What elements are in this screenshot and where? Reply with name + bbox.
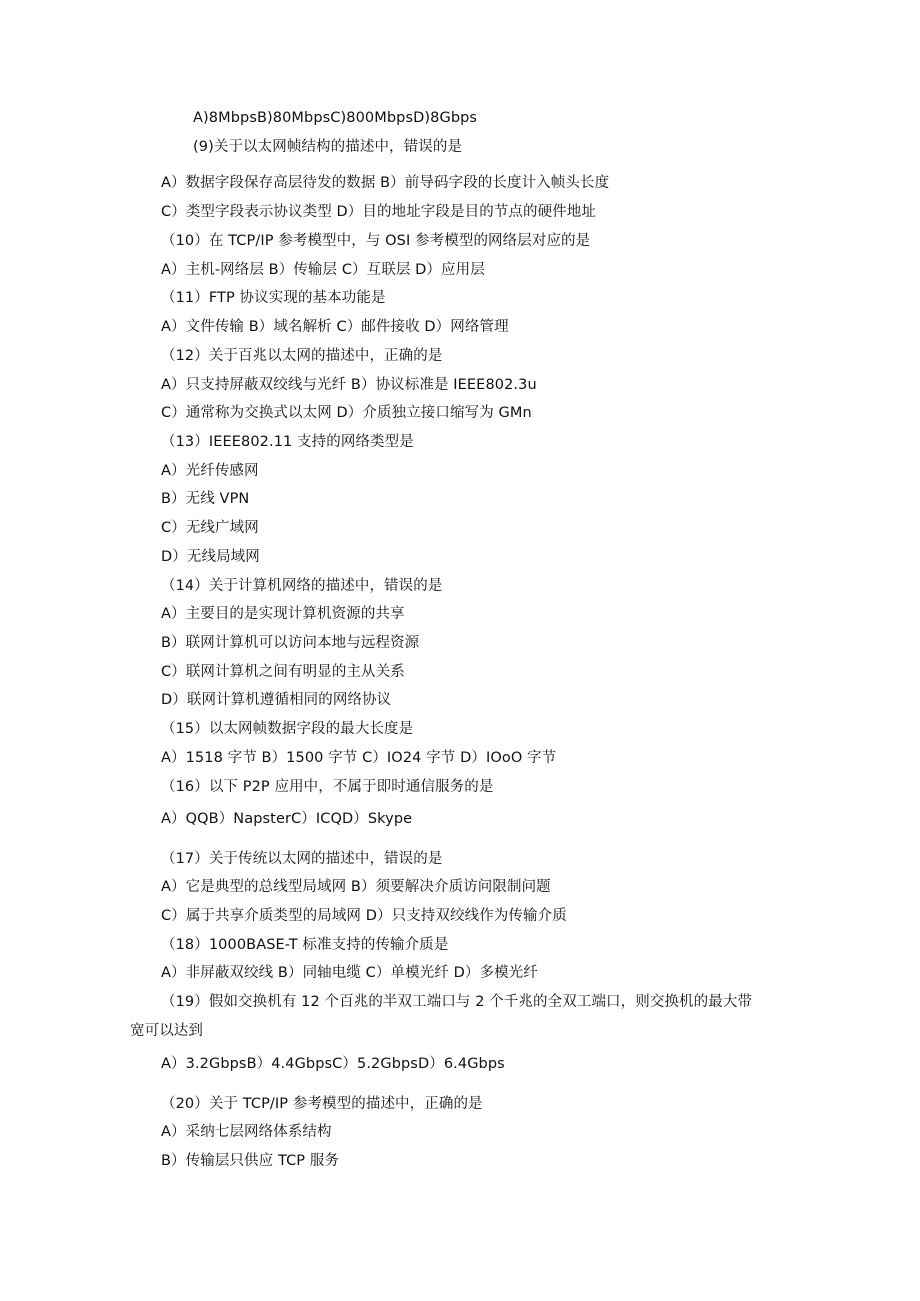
option-q13-a: A）光纤传感网 [161, 463, 259, 479]
question-17: （17）关于传统以太网的描述中，错误的是 [161, 851, 443, 867]
option-q13-c: C）无线广域网 [161, 520, 259, 536]
question-11: （11）FTP 协议实现的基本功能是 [161, 290, 386, 306]
question-18: （18）1000BASE-T 标准支持的传输介质是 [161, 937, 449, 953]
option-line-q11: A）文件传输 B）域名解析 C）邮件接收 D）网络管理 [161, 319, 509, 335]
question-14: （14）关于计算机网络的描述中，错误的是 [161, 578, 443, 594]
question-20: （20）关于 TCP/IP 参考模型的描述中，正确的是 [161, 1096, 483, 1112]
question-13: （13）IEEE802.11 支持的网络类型是 [161, 434, 414, 450]
option-q20-a: A）采纳七层网络体系结构 [161, 1124, 332, 1140]
option-line-q19: A）3.2GbpsB）4.4GbpsC）5.2GbpsD）6.4Gbps [161, 1056, 505, 1072]
option-q14-a: A）主要目的是实现计算机资源的共享 [161, 606, 405, 622]
option-line-q17-ab: A）它是典型的总线型局域网 B）须要解决介质访问限制问题 [161, 879, 551, 895]
option-line-q9-ab: A）数据字段保存高层待发的数据 B）前导码字段的长度计入帧头长度 [161, 175, 610, 191]
option-q13-b: B）无线 VPN [161, 491, 250, 507]
option-line-q8: A)8MbpsB)80MbpsC)800MbpsD)8Gbps [193, 110, 478, 126]
question-16: （16）以下 P2P 应用中，不属于即时通信服务的是 [161, 779, 494, 795]
option-line-q10: A）主机-网络层 B）传输层 C）互联层 D）应用层 [161, 262, 485, 278]
option-q20-b: B）传输层只供应 TCP 服务 [161, 1153, 340, 1169]
option-q14-b: B）联网计算机可以访问本地与远程资源 [161, 635, 420, 651]
question-19: （19）假如交换机有 12 个百兆的半双工端口与 2 个千兆的全双工端口，则交换机的最大带 [161, 994, 753, 1010]
option-line-q9-cd: C）类型字段表示协议类型 D）目的地址字段是目的节点的硬件地址 [161, 204, 596, 220]
option-line-q17-cd: C）属于共享介质类型的局域网 D）只支持双绞线作为传输介质 [161, 908, 567, 924]
option-line-q15: A）1518 字节 B）1500 字节 C）IO24 字节 D）IOoO 字节 [161, 750, 557, 766]
question-9: (9)关于以太网帧结构的描述中，错误的是 [193, 139, 463, 155]
option-line-q18: A）非屏蔽双绞线 B）同轴电缆 C）单模光纤 D）多模光纤 [161, 965, 538, 981]
question-12: （12）关于百兆以太网的描述中，正确的是 [161, 348, 443, 364]
option-line-q12-cd: C）通常称为交换式以太网 D）介质独立接口缩写为 GMn [161, 405, 532, 421]
option-q13-d: D）无线局域网 [161, 549, 260, 565]
option-q14-c: C）联网计算机之间有明显的主从关系 [161, 664, 405, 680]
question-19-continued: 宽可以达到 [130, 1023, 203, 1039]
option-line-q16: A）QQB）NapsterC）ICQD）Skype [161, 811, 413, 827]
question-15: （15）以太网帧数据字段的最大长度是 [161, 721, 414, 737]
option-line-q12-ab: A）只支持屏蔽双绞线与光纤 B）协议标准是 IEEE802.3u [161, 377, 537, 393]
option-q14-d: D）联网计算机遵循相同的网络协议 [161, 692, 392, 708]
question-10: （10）在 TCP/IP 参考模型中，与 OSI 参考模型的网络层对应的是 [161, 233, 591, 249]
